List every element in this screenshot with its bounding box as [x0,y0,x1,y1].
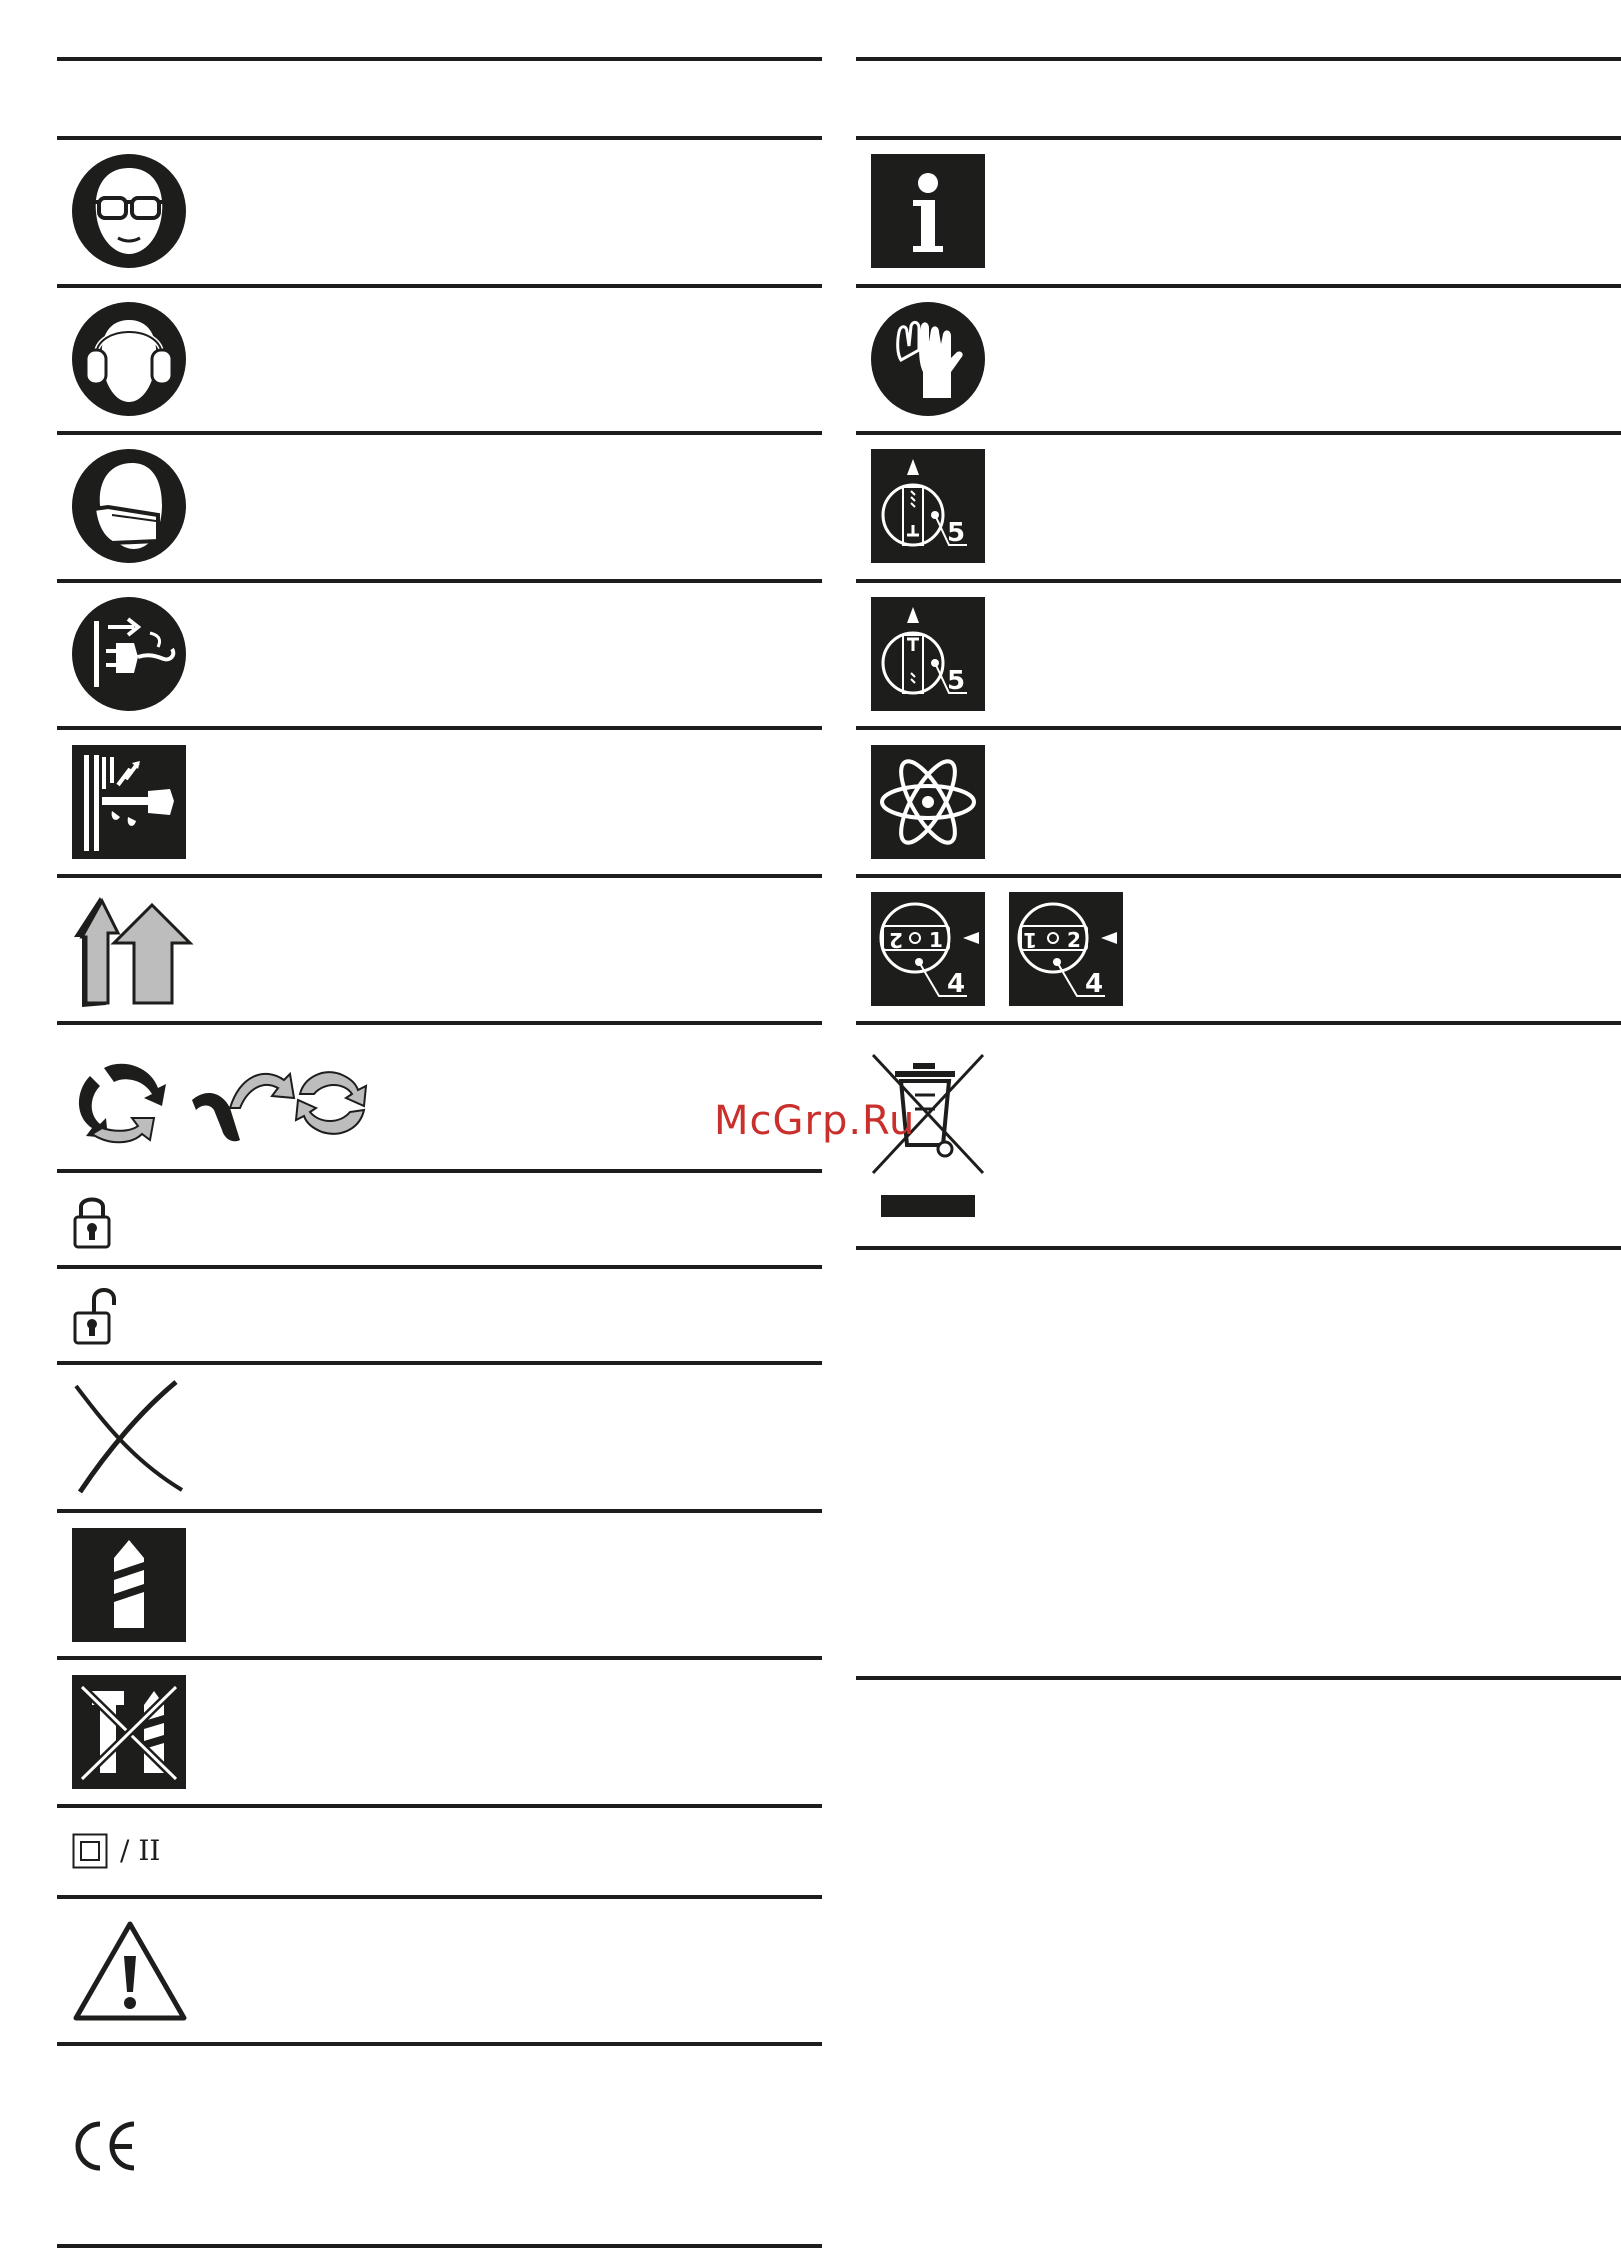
rule [57,136,822,140]
gloves-icon [871,302,985,416]
eye-protection-icon [72,154,186,268]
svg-text:1: 1 [929,928,943,952]
rule [57,284,822,288]
rule [57,1265,822,1269]
rule [856,431,1621,435]
rule [856,726,1621,730]
rule [57,1169,822,1173]
unplug-icon [72,597,186,711]
rule [57,2244,822,2248]
svg-text:1: 1 [1023,928,1037,952]
arrow-up-icons [72,893,242,1009]
rule [856,136,1621,140]
rule [57,1021,822,1025]
protection-class-2-icon [72,1833,108,1869]
rule [57,874,822,878]
rule [57,726,822,730]
watermark: McGrp.Ru [714,1098,916,1144]
svg-text:5: 5 [947,666,966,696]
svg-text:2: 2 [1067,928,1081,952]
rule [57,1895,822,1899]
ear-protection-icon [72,302,186,416]
rule [57,1656,822,1660]
mode-selector-drill-icon [871,449,985,563]
dust-mask-icon [72,449,186,563]
rule [856,1676,1621,1680]
svg-text:2: 2 [889,928,903,952]
rule [856,284,1621,288]
svg-text:5: 5 [947,518,966,548]
cross-icon [72,1380,186,1494]
svg-text:4: 4 [1085,969,1104,999]
protection-class-label: / II [120,1834,161,1867]
no-impact-drilling-icon [72,1675,186,1789]
lock-closed-icon [72,1193,112,1249]
ce-mark-icon [72,2120,138,2172]
svg-text:4: 4 [947,969,966,999]
mode-selector-hammer-icon [871,597,985,711]
rule [57,57,822,61]
rule [57,1509,822,1513]
gear-selector-icons [871,892,1125,1006]
warning-triangle-icon [72,1920,188,2022]
electronics-icon [871,745,985,859]
rule [57,2042,822,2046]
lock-open-icon [72,1285,116,1345]
rule [856,579,1621,583]
rule [856,1246,1621,1250]
rule [856,57,1621,61]
drill-bit-icon [72,1528,186,1642]
rule [57,579,822,583]
rotation-direction-icons [72,1060,382,1148]
information-icon [871,154,985,268]
rule [856,1021,1621,1025]
rule [57,431,822,435]
hidden-wiring-warning-icon [72,745,186,859]
rule [57,1361,822,1365]
rule [856,874,1621,878]
rule [57,1804,822,1808]
